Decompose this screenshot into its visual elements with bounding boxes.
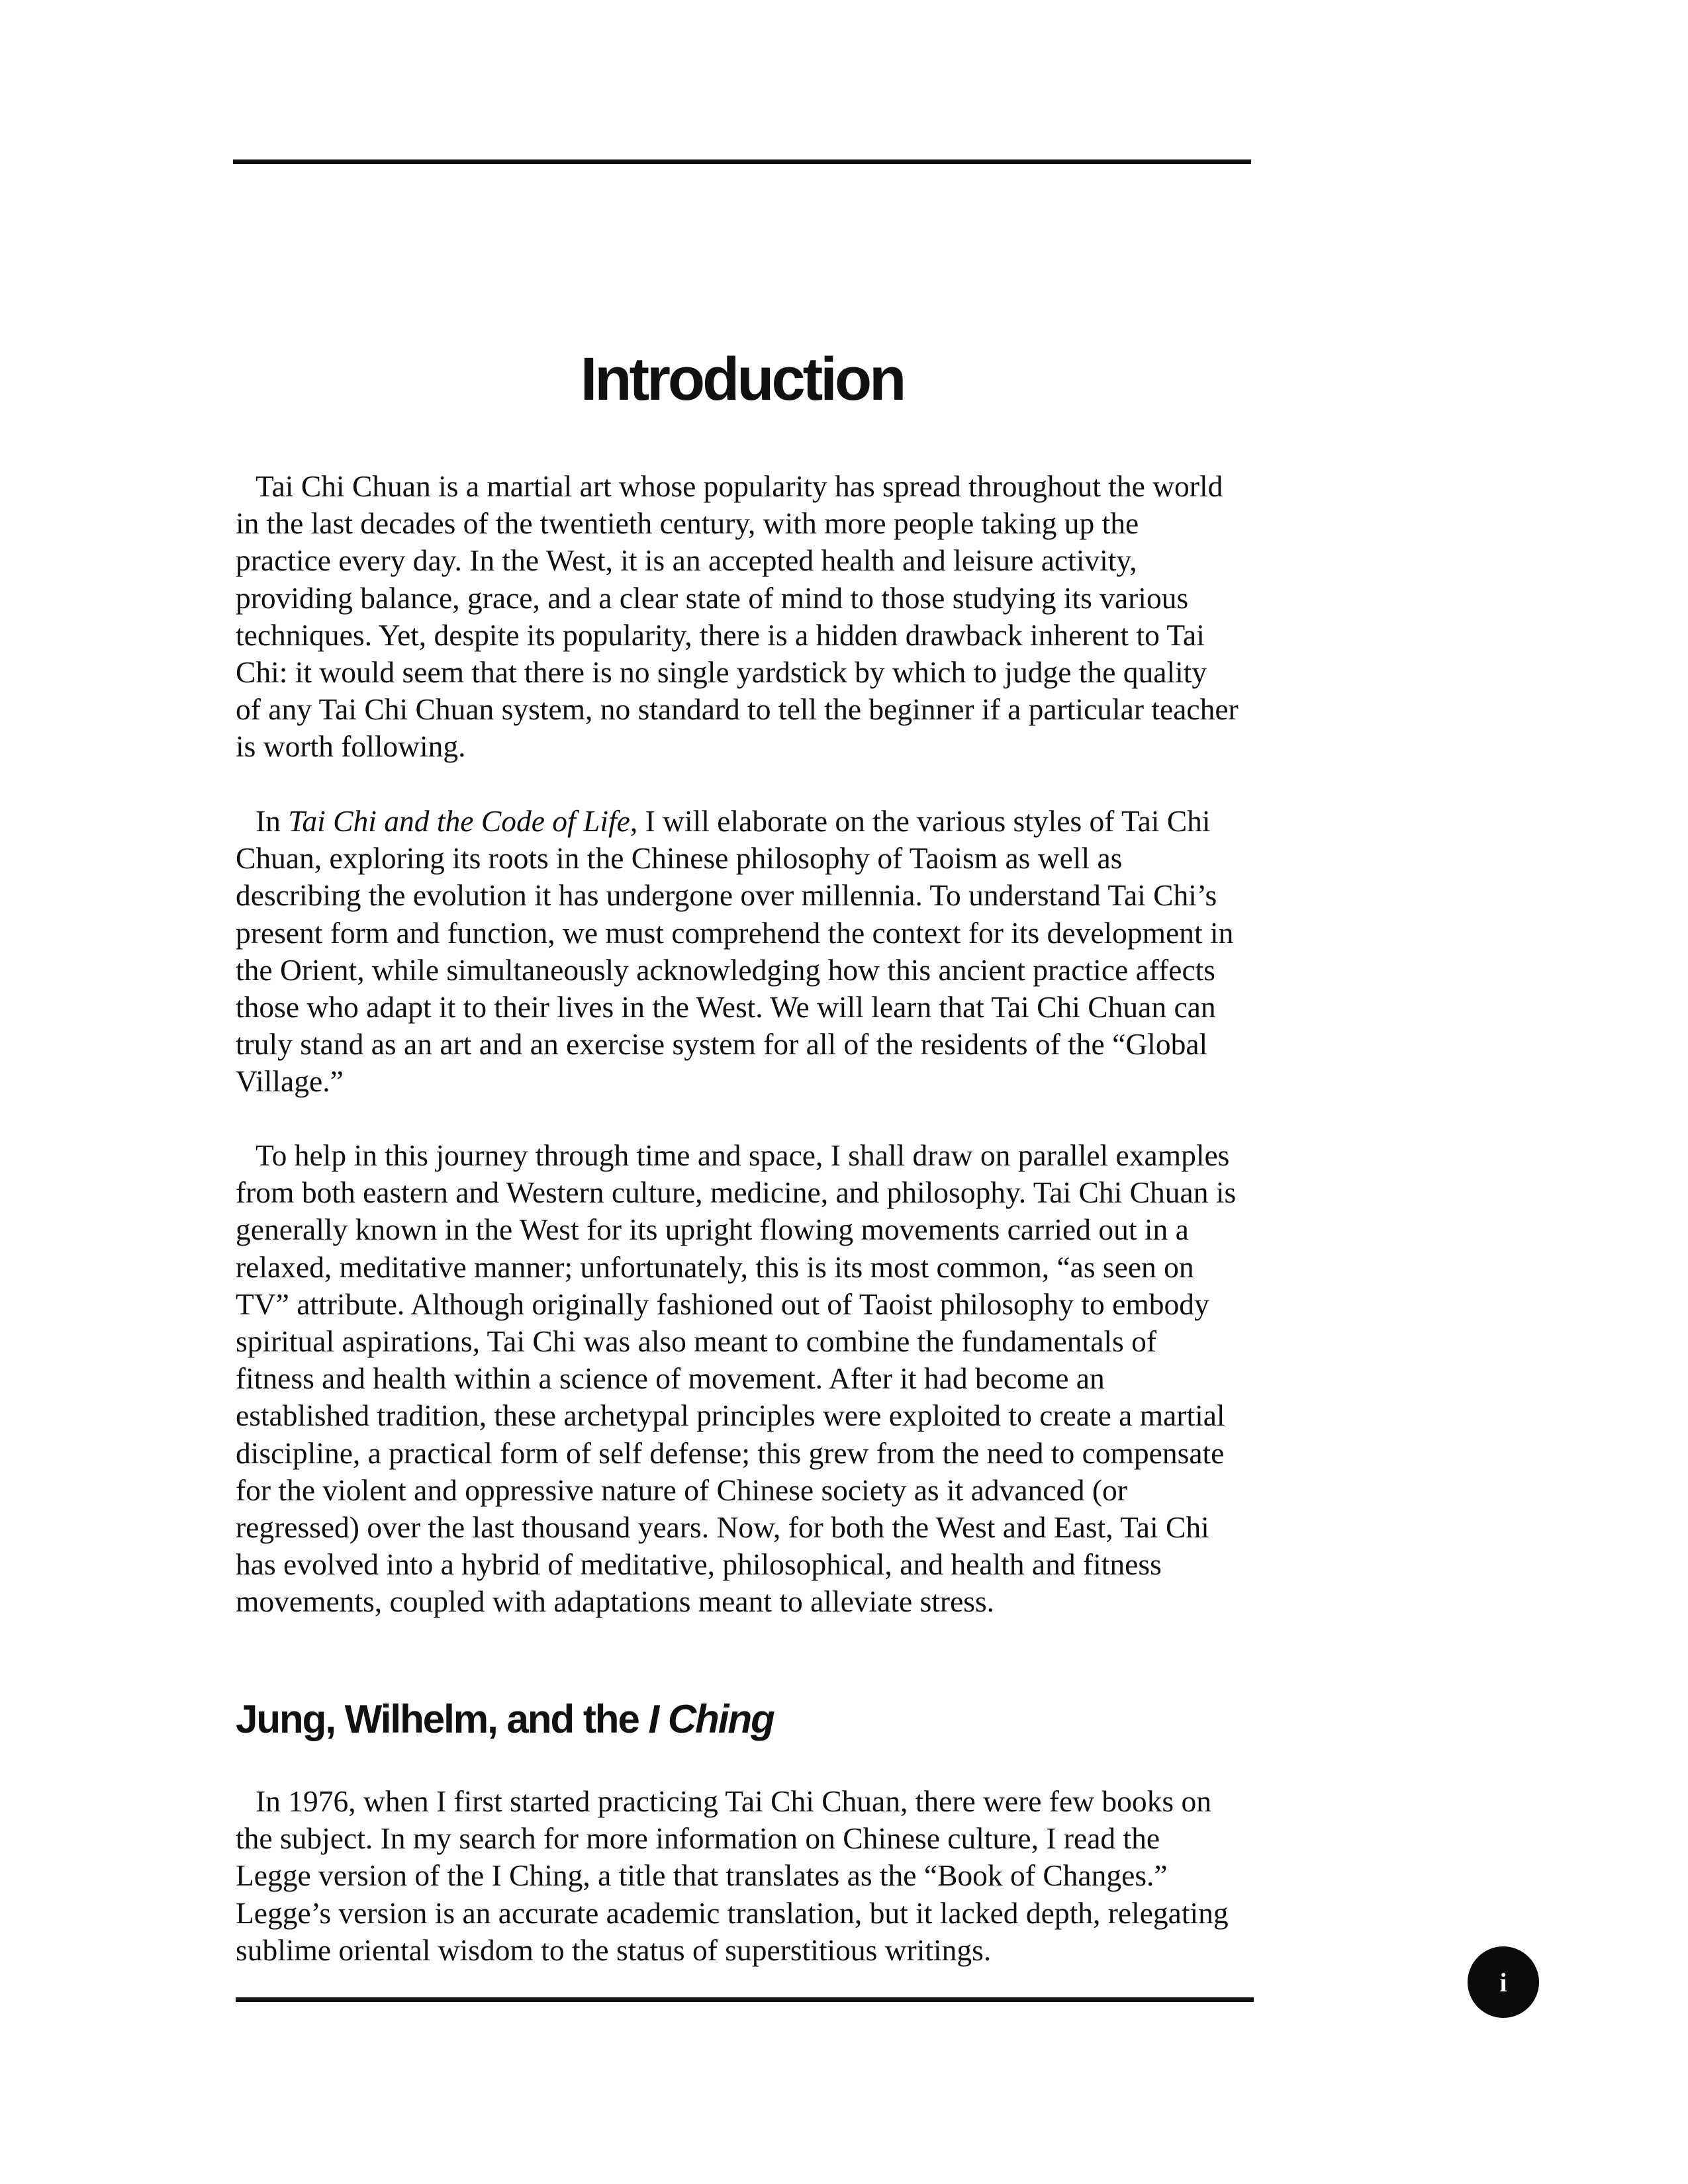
section-paragraph-1: In 1976, when I first started practicing Tai Chi Chuan, there were few books on the subject. In my search for more information on Chinese culture, I read the Legge version of the I Ching, a title that translates as the “Book of Changes.” Legge’s version is an accurate academic translation, but it lacked depth, relegating sublime oriental wisdom to the status of superstitious writings. (236, 1784, 1229, 1967)
page-number: i (1499, 1967, 1507, 1997)
top-rule (233, 159, 1251, 164)
paragraph-2-rest: , I will elaborate on the various styles of Tai Chi Chuan, exploring its roots in the Chinese philosophy of Taoism as well as describing the evolution it has undergone over millennia. To understand Tai Chi’s present form and function, we must comprehend the context for its development in the Orient, while simultaneously acknowledging how this ancient practice affects those who adapt it to their lives in the West. We will learn that Tai Chi Chuan can truly stand as an art and an exercise system for all of the residents of the “Global Village.” (236, 804, 1234, 1099)
page-title: Introduction (580, 345, 904, 413)
book-title-reference: Tai Chi and the Code of Life (288, 804, 630, 838)
section-heading-lead: Jung, Wilhelm, and the (236, 1697, 649, 1741)
bottom-rule (236, 1997, 1254, 2002)
intro-paragraph-3: To help in this journey through time and space, I shall draw on parallel examples from both eastern and Western culture, medicine, and philosophy. Tai Chi Chuan is generally known in the West for its upright flowing movements carried out in a relaxed, meditative manner; unfortunately, this is its most common, “as seen on TV” attribute. Although originally fashioned out of Taoist philosophy to embody spiritual aspirations, Tai Chi was also meant to combine the fundamentals of fitness and health within a science of movement. After it had become an established tradition, these archetypal principles were exploited to create a martial discipline, a practical form of self defense; this grew from the need to compensate for the violent and oppressive nature of Chinese society as it advanced (or regressed) over the last thousand years. Now, for both the West and East, Tai Chi has evolved into a hybrid of meditative, philosophical, and health and fitness movements, coupled with adaptations meant to alleviate stress. (236, 1138, 1237, 1619)
section-heading (236, 1697, 774, 1741)
paragraph-2-lead: In (256, 804, 289, 838)
section-heading-book: I Ching (648, 1697, 774, 1741)
page-number-badge (1468, 1946, 1539, 2018)
intro-paragraph-1: Tai Chi Chuan is a martial art whose popularity has spread throughout the world in the last decades of the twentieth century, with more people taking up the practice every day. In the West, it is an accepted health and leisure activity, providing balance, grace, and a clear state of mind to those studying its various techniques. Yet, despite its popularity, there is a hidden drawback inherent to Tai Chi: it would seem that there is no single yardstick by which to judge the quality of any Tai Chi Chuan system, no standard to tell the beginner if a particular teacher is worth following. (236, 469, 1239, 764)
intro-paragraph-2 (236, 803, 1268, 1101)
